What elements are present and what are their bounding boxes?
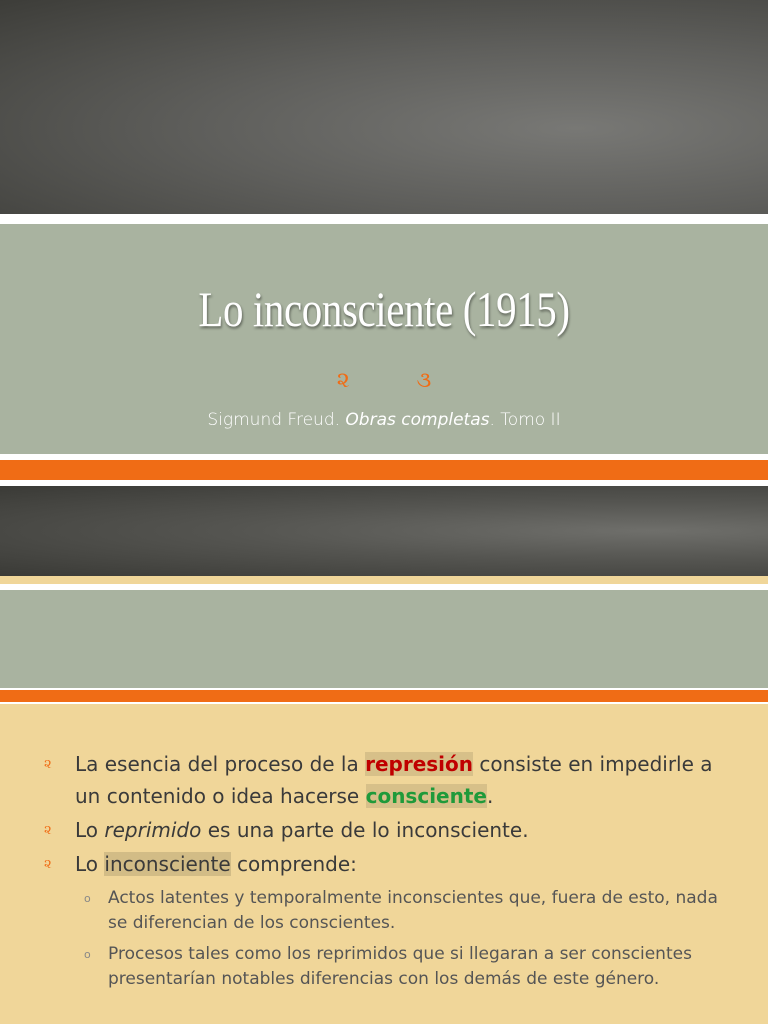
bullet-text: consiste en impedirle a un contenido o idea hacerse <box>75 752 713 808</box>
bullet-text: comprende: <box>230 852 357 876</box>
sub-bullet-marker: o <box>84 948 91 961</box>
ornament-right-icon: ૩ <box>416 368 432 393</box>
slide1-top-dark-band <box>0 0 768 214</box>
subtitle-volume: . Tomo II <box>489 410 561 430</box>
slide2-top-dark-band <box>0 486 768 576</box>
bullet-ornament-icon: ૨ <box>44 823 52 838</box>
sub-bullet-item <box>44 942 724 992</box>
sub-bullet-item <box>44 886 724 936</box>
keyword-represion: represión <box>365 752 474 776</box>
bullet-item <box>44 748 724 812</box>
slide-separator <box>0 576 768 584</box>
slide1-orange-bar <box>0 460 768 480</box>
bullet-text: Lo <box>75 852 105 876</box>
keyword-inconsciente: inconsciente <box>104 852 231 876</box>
bullet-text: es una parte de lo inconsciente. <box>201 818 529 842</box>
subtitle-work: Obras completas <box>345 410 490 430</box>
divider <box>0 214 768 224</box>
bullet-ornament-icon: ૨ <box>44 757 52 772</box>
keyword-reprimido: reprimido <box>104 818 202 842</box>
slide-subtitle <box>0 410 768 430</box>
bullet-ornament-icon: ૨ <box>44 857 52 872</box>
slide2-orange-bar <box>0 690 768 702</box>
ornament-row <box>0 368 768 393</box>
ornament-left-icon: ૨ <box>336 368 350 393</box>
bullet-text: La esencia del proceso de la <box>75 752 366 776</box>
slide2-content <box>44 748 724 992</box>
bullet-text: . <box>486 784 494 808</box>
keyword-consciente: consciente <box>365 784 487 808</box>
divider <box>0 702 768 704</box>
sub-bullet-text: Actos latentes y temporalmente inconscientes que, fuera de esto, nada se diferencian de los conscientes. <box>108 888 718 933</box>
sub-bullet-text: Procesos tales como los reprimidos que si llegaran a ser conscientes presentarían notables diferencias con los demás de este género. <box>108 944 692 989</box>
slide-title: Lo inconsciente (1915) <box>198 281 570 337</box>
subtitle-author: Sigmund Freud. <box>207 410 341 430</box>
bullet-item <box>44 848 724 880</box>
slide2-title-panel <box>0 590 768 688</box>
bullet-item <box>44 814 724 846</box>
bullet-text: Lo <box>75 818 105 842</box>
sub-bullet-marker: o <box>84 892 91 905</box>
